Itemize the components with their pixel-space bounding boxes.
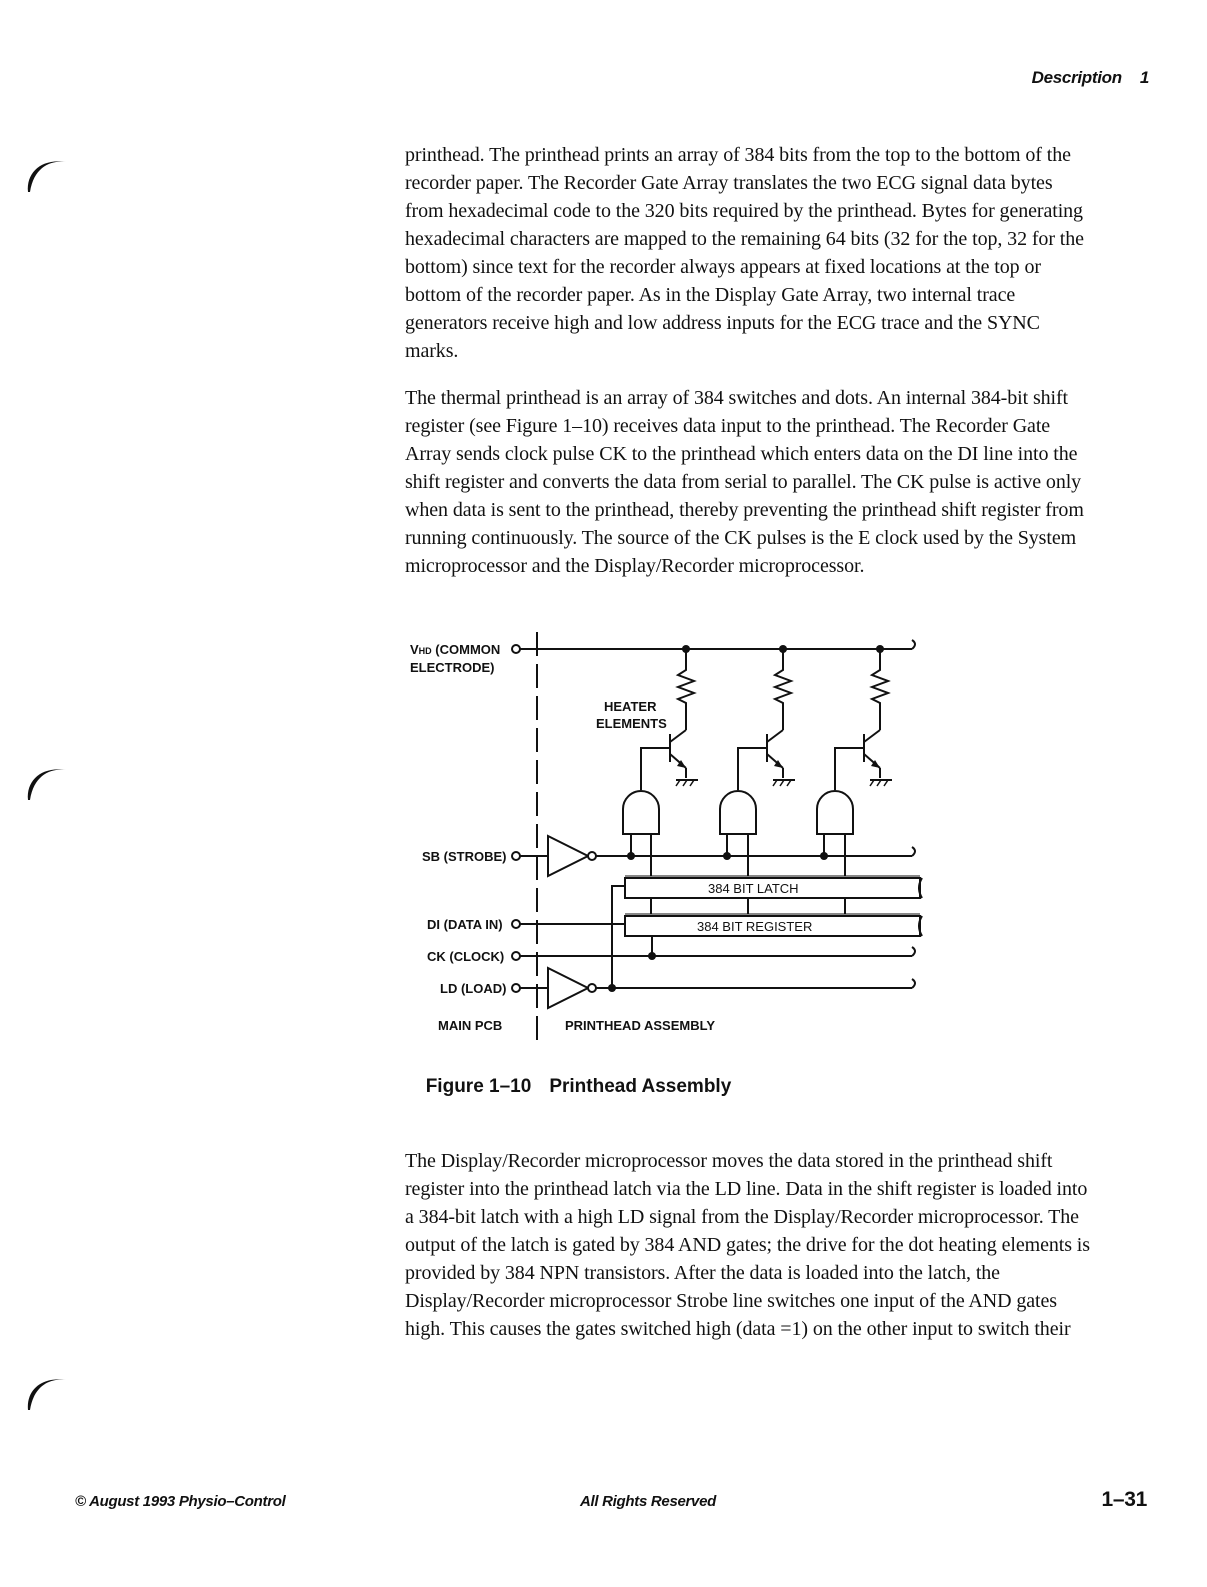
heater-label-line2: ELEMENTS	[596, 716, 667, 731]
register-label: 384 BIT REGISTER	[697, 919, 813, 934]
binder-hole-mark	[22, 152, 72, 202]
header-chapter-number: 1	[1139, 68, 1149, 87]
latch-label: 384 BIT LATCH	[708, 881, 799, 896]
clock-label: CK (CLOCK)	[427, 949, 505, 964]
data-in-label: DI (DATA IN)	[427, 917, 503, 932]
figure-caption	[0, 1076, 1207, 1098]
load-label: LD (LOAD)	[440, 981, 507, 996]
vhd-label: VHD (COMMON	[410, 642, 501, 657]
printhead-assembly-diagram	[400, 622, 940, 1052]
page-header	[1032, 68, 1149, 88]
heater-label: HEATER	[604, 699, 657, 714]
body-paragraph: The thermal printhead is an array of 384 switches and dots. An internal 384-bit shift register (see Figure 1–10) receives data input to the printhead. The Recorder Gate Array sends clock pulse CK to the printhead which enters data on the DI line into the shift register and converts the data from serial to parallel. The CK pulse is active only when data is sent to the printhead, thereby preventing the printhead shift register from running continuously. The source of the CK pulses is the E clock used by the System microprocessor and the Display/Recorder microprocessor.	[405, 387, 1084, 577]
strobe-label: SB (STROBE)	[422, 849, 507, 864]
footer-rights: All Rights Reserved	[580, 1493, 717, 1510]
page-number: 1–31	[1101, 1488, 1147, 1511]
figure-title: Printhead Assembly	[549, 1076, 732, 1097]
binder-hole-mark	[22, 1370, 72, 1420]
header-section: Description	[1031, 68, 1122, 87]
footer-copyright: © August 1993 Physio–Control	[75, 1493, 286, 1510]
vhd-label-line2: ELECTRODE)	[410, 660, 495, 675]
body-paragraph: printhead. The printhead prints an array of 384 bits from the top to the bottom of the recorder paper. The Recorder Gate Array translates the two ECG signal data bytes from hexadecimal code to the 320 bits required by the printhead. Bytes for generating hexadecimal characters are mapped to the remaining 64 bits (32 for the top, 32 for the bottom) since text for the recorder always appears at fixed locations at the top or bottom of the recorder paper. As in the Display Gate Array, two internal trace generators receive high and low address inputs for the ECG trace and the SYNC marks.	[405, 144, 1084, 362]
binder-hole-mark	[22, 760, 72, 810]
printhead-assembly-label: PRINTHEAD ASSEMBLY	[565, 1018, 716, 1033]
figure-number: Figure 1–10	[425, 1076, 532, 1097]
main-pcb-label: MAIN PCB	[438, 1018, 503, 1033]
body-paragraph: The Display/Recorder microprocessor moves the data stored in the printhead shift register into the printhead latch via the LD line. Data in the shift register is loaded into a 384-bit latch with a high LD signal from the Display/Recorder microprocessor. The output of the latch is gated by 384 AND gates; the drive for the dot heating elements is provided by 384 NPN transistors. After the data is loaded into the latch, the Display/Recorder microprocessor Strobe line switches one input of the AND gates high. This causes the gates switched high (data =1) on the other input to switch their	[405, 1150, 1090, 1340]
